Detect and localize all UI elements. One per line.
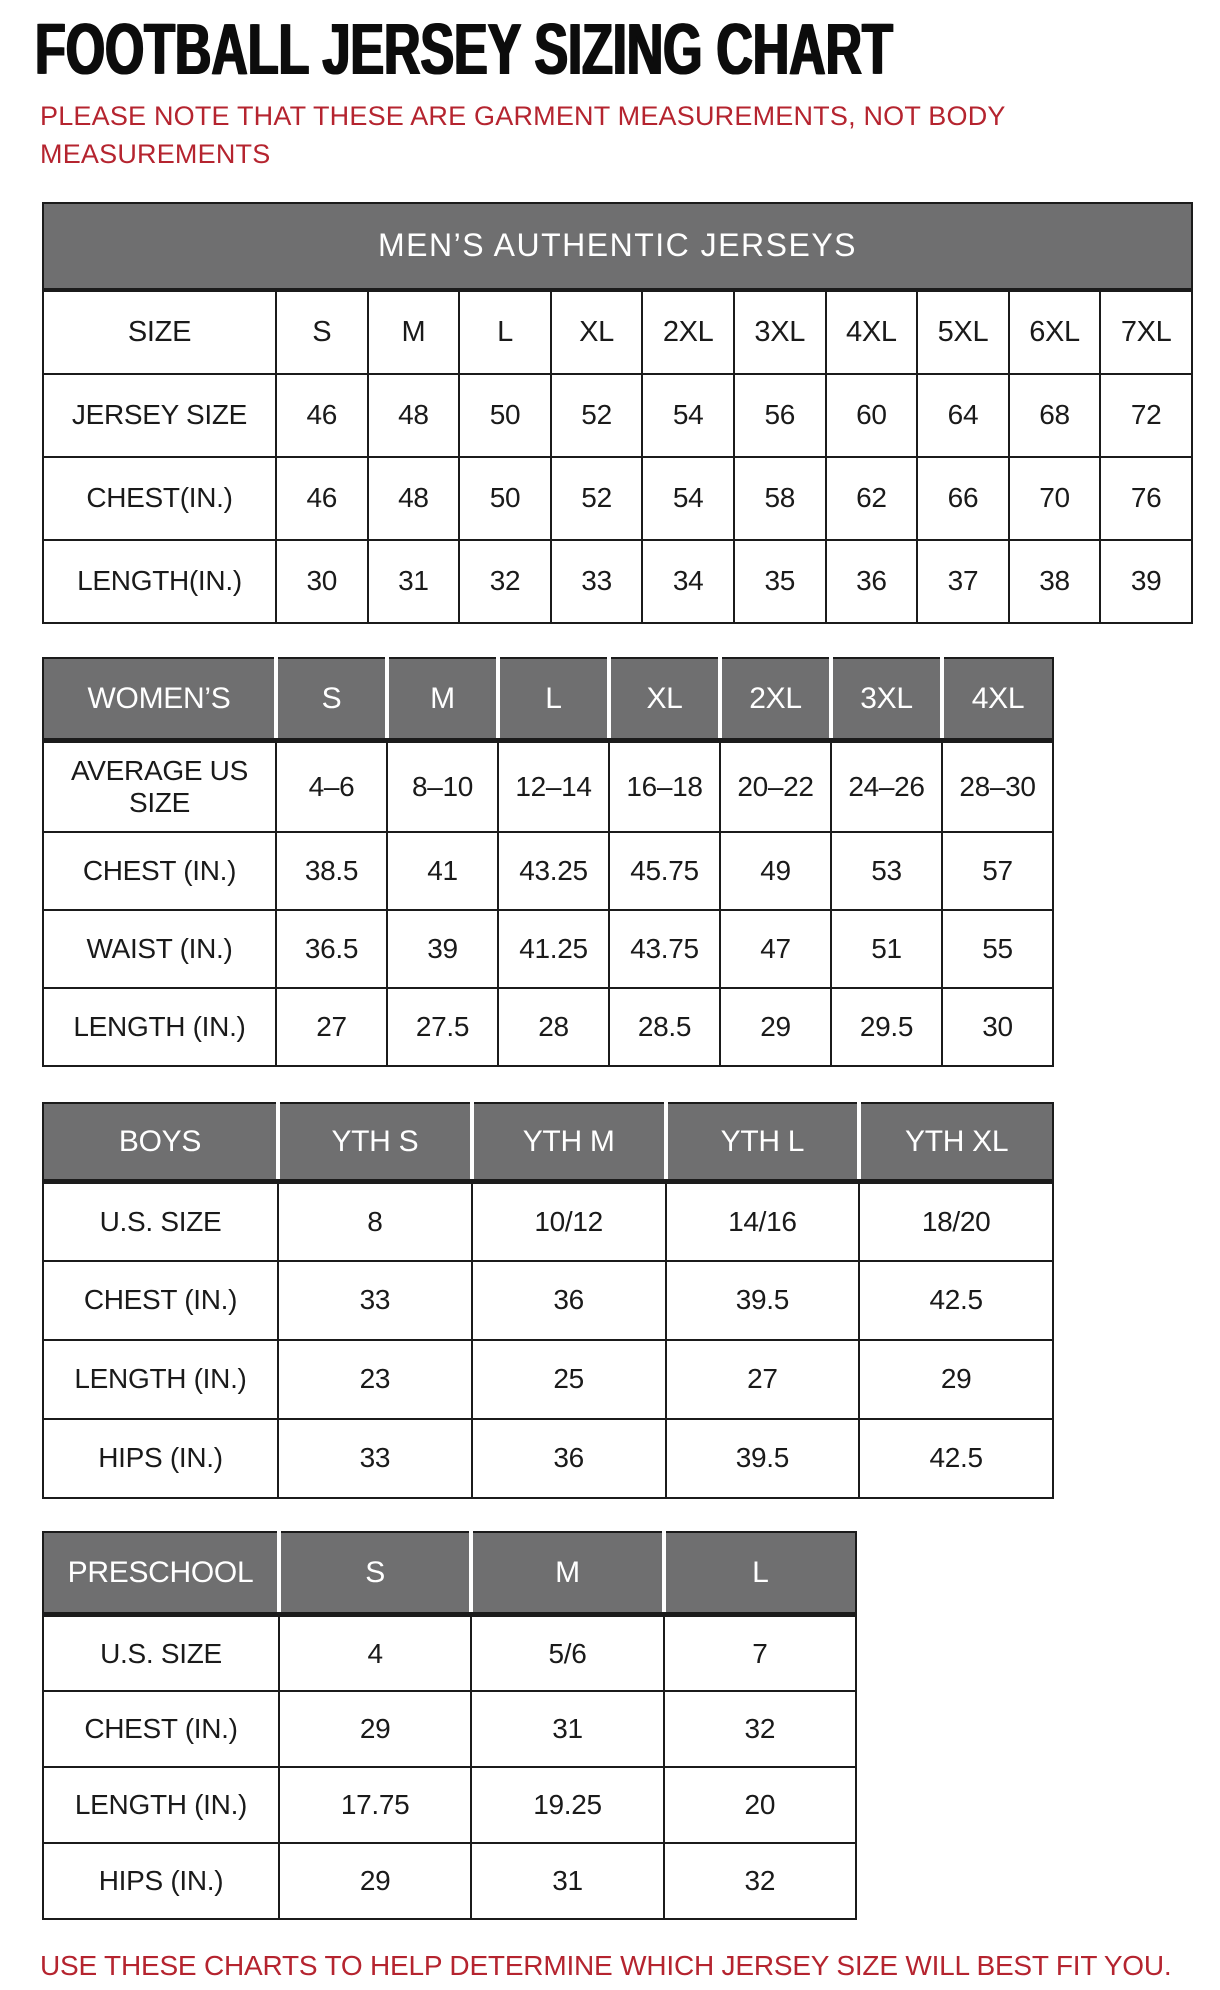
table-row bbox=[43, 1767, 856, 1843]
value-cell: 29 bbox=[720, 988, 831, 1066]
size-column-header: S bbox=[276, 290, 368, 374]
row-label: U.S. SIZE bbox=[43, 1615, 279, 1691]
value-cell: 28–30 bbox=[942, 741, 1053, 832]
value-cell: 27 bbox=[276, 988, 387, 1066]
value-cell: 33 bbox=[278, 1419, 472, 1498]
size-column-header: XL bbox=[609, 658, 720, 741]
value-cell: 31 bbox=[368, 540, 460, 623]
size-column-header: S bbox=[279, 1532, 471, 1615]
size-column-header: 2XL bbox=[642, 290, 734, 374]
size-column-header: 5XL bbox=[917, 290, 1009, 374]
table-row bbox=[43, 1843, 856, 1919]
note-line-1: PLEASE NOTE THAT THESE ARE GARMENT MEASUREMENTS, NOT BODY bbox=[40, 101, 1006, 132]
value-cell: 49 bbox=[720, 832, 831, 910]
value-cell: 48 bbox=[368, 374, 460, 457]
value-cell: 27.5 bbox=[387, 988, 498, 1066]
value-cell: 54 bbox=[642, 457, 734, 540]
value-cell: 38 bbox=[1009, 540, 1101, 623]
value-cell: 62 bbox=[826, 457, 918, 540]
value-cell: 33 bbox=[278, 1261, 472, 1340]
row-label: JERSEY SIZE bbox=[43, 374, 276, 457]
value-cell: 42.5 bbox=[859, 1419, 1053, 1498]
size-column-header: 3XL bbox=[831, 658, 942, 741]
column-header-row bbox=[43, 658, 1053, 741]
value-cell: 37 bbox=[917, 540, 1009, 623]
table-banner: MEN’S AUTHENTIC JERSEYS bbox=[43, 203, 1192, 290]
size-row-label: SIZE bbox=[43, 290, 276, 374]
size-column-header: S bbox=[276, 658, 387, 741]
size-column-header: 4XL bbox=[942, 658, 1053, 741]
size-column-header: YTH XL bbox=[859, 1103, 1053, 1182]
size-column-header: M bbox=[387, 658, 498, 741]
value-cell: 28 bbox=[498, 988, 609, 1066]
garment-measurement-note bbox=[40, 98, 1180, 173]
table-name-cell: PRESCHOOL bbox=[43, 1532, 279, 1615]
size-column-header: 3XL bbox=[734, 290, 826, 374]
value-cell: 60 bbox=[826, 374, 918, 457]
value-cell: 50 bbox=[459, 374, 551, 457]
value-cell: 25 bbox=[472, 1340, 666, 1419]
table-row bbox=[43, 1340, 1053, 1419]
size-column-header: XL bbox=[551, 290, 643, 374]
column-header-row bbox=[43, 1103, 1053, 1182]
value-cell: 27 bbox=[666, 1340, 860, 1419]
value-cell: 58 bbox=[734, 457, 826, 540]
size-column-header: 6XL bbox=[1009, 290, 1101, 374]
value-cell: 72 bbox=[1100, 374, 1192, 457]
table-row bbox=[43, 1261, 1053, 1340]
value-cell: 36 bbox=[472, 1261, 666, 1340]
value-cell: 18/20 bbox=[859, 1182, 1053, 1261]
value-cell: 7 bbox=[664, 1615, 856, 1691]
preschool-sizing-table bbox=[42, 1531, 857, 1920]
value-cell: 42.5 bbox=[859, 1261, 1053, 1340]
value-cell: 46 bbox=[276, 457, 368, 540]
value-cell: 35 bbox=[734, 540, 826, 623]
size-column-header: YTH M bbox=[472, 1103, 666, 1182]
value-cell: 39 bbox=[387, 910, 498, 988]
value-cell: 32 bbox=[664, 1843, 856, 1919]
row-label: CHEST (IN.) bbox=[43, 1691, 279, 1767]
row-label: LENGTH(IN.) bbox=[43, 540, 276, 623]
value-cell: 23 bbox=[278, 1340, 472, 1419]
value-cell: 70 bbox=[1009, 457, 1101, 540]
table-row bbox=[43, 1419, 1053, 1498]
value-cell: 52 bbox=[551, 457, 643, 540]
value-cell: 39.5 bbox=[666, 1261, 860, 1340]
value-cell: 55 bbox=[942, 910, 1053, 988]
note-line-2: MEASUREMENTS bbox=[40, 138, 271, 169]
value-cell: 12–14 bbox=[498, 741, 609, 832]
table-name-cell: BOYS bbox=[43, 1103, 278, 1182]
size-column-header: L bbox=[459, 290, 551, 374]
row-label: AVERAGE US SIZE bbox=[43, 741, 276, 832]
womens-sizing-table bbox=[42, 657, 1054, 1067]
row-label: LENGTH (IN.) bbox=[43, 1340, 278, 1419]
value-cell: 17.75 bbox=[279, 1767, 471, 1843]
value-cell: 43.75 bbox=[609, 910, 720, 988]
row-label: U.S. SIZE bbox=[43, 1182, 278, 1261]
value-cell: 56 bbox=[734, 374, 826, 457]
sizing-chart-page bbox=[0, 10, 1220, 1990]
value-cell: 20–22 bbox=[720, 741, 831, 832]
value-cell: 39 bbox=[1100, 540, 1192, 623]
value-cell: 24–26 bbox=[831, 741, 942, 832]
row-label: WAIST (IN.) bbox=[43, 910, 276, 988]
table-row bbox=[43, 741, 1053, 832]
value-cell: 4 bbox=[279, 1615, 471, 1691]
value-cell: 5/6 bbox=[471, 1615, 663, 1691]
size-column-header: 4XL bbox=[826, 290, 918, 374]
value-cell: 36.5 bbox=[276, 910, 387, 988]
value-cell: 28.5 bbox=[609, 988, 720, 1066]
table-row bbox=[43, 832, 1053, 910]
footer-note: USE THESE CHARTS TO HELP DETERMINE WHICH JERSEY SIZE WILL BEST FIT YOU. bbox=[40, 1949, 1172, 1981]
value-cell: 53 bbox=[831, 832, 942, 910]
row-label: LENGTH (IN.) bbox=[43, 1767, 279, 1843]
row-label: LENGTH (IN.) bbox=[43, 988, 276, 1066]
value-cell: 52 bbox=[551, 374, 643, 457]
value-cell: 51 bbox=[831, 910, 942, 988]
value-cell: 46 bbox=[276, 374, 368, 457]
value-cell: 29 bbox=[279, 1843, 471, 1919]
value-cell: 43.25 bbox=[498, 832, 609, 910]
size-column-header: 2XL bbox=[720, 658, 831, 741]
size-column-header: M bbox=[471, 1532, 663, 1615]
row-label: CHEST (IN.) bbox=[43, 1261, 278, 1340]
value-cell: 20 bbox=[664, 1767, 856, 1843]
mens-authentic-jerseys-table bbox=[42, 202, 1193, 624]
value-cell: 48 bbox=[368, 457, 460, 540]
value-cell: 29 bbox=[279, 1691, 471, 1767]
boys-sizing-table bbox=[42, 1102, 1054, 1499]
value-cell: 8 bbox=[278, 1182, 472, 1261]
table-row bbox=[43, 540, 1192, 623]
value-cell: 29.5 bbox=[831, 988, 942, 1066]
table-row bbox=[43, 1615, 856, 1691]
value-cell: 54 bbox=[642, 374, 734, 457]
value-cell: 36 bbox=[826, 540, 918, 623]
value-cell: 50 bbox=[459, 457, 551, 540]
table-row bbox=[43, 374, 1192, 457]
value-cell: 76 bbox=[1100, 457, 1192, 540]
table-row bbox=[43, 1182, 1053, 1261]
value-cell: 4–6 bbox=[276, 741, 387, 832]
value-cell: 39.5 bbox=[666, 1419, 860, 1498]
value-cell: 29 bbox=[859, 1340, 1053, 1419]
page-title-text: FOOTBALL JERSEY SIZING CHART bbox=[35, 10, 893, 90]
value-cell: 38.5 bbox=[276, 832, 387, 910]
value-cell: 66 bbox=[917, 457, 1009, 540]
column-header-row bbox=[43, 290, 1192, 374]
row-label: CHEST(IN.) bbox=[43, 457, 276, 540]
size-column-header: 7XL bbox=[1100, 290, 1192, 374]
value-cell: 10/12 bbox=[472, 1182, 666, 1261]
size-column-header: M bbox=[368, 290, 460, 374]
value-cell: 31 bbox=[471, 1843, 663, 1919]
value-cell: 57 bbox=[942, 832, 1053, 910]
value-cell: 41.25 bbox=[498, 910, 609, 988]
row-label: HIPS (IN.) bbox=[43, 1419, 278, 1498]
row-label: CHEST (IN.) bbox=[43, 832, 276, 910]
row-label: HIPS (IN.) bbox=[43, 1843, 279, 1919]
size-column-header: L bbox=[498, 658, 609, 741]
value-cell: 32 bbox=[459, 540, 551, 623]
table-row bbox=[43, 457, 1192, 540]
value-cell: 32 bbox=[664, 1691, 856, 1767]
column-header-row bbox=[43, 1532, 856, 1615]
value-cell: 41 bbox=[387, 832, 498, 910]
size-column-header: YTH L bbox=[666, 1103, 860, 1182]
value-cell: 16–18 bbox=[609, 741, 720, 832]
value-cell: 19.25 bbox=[471, 1767, 663, 1843]
table-name-cell: WOMEN’S bbox=[43, 658, 276, 741]
value-cell: 31 bbox=[471, 1691, 663, 1767]
table-row bbox=[43, 988, 1053, 1066]
banner-row bbox=[43, 203, 1192, 290]
value-cell: 33 bbox=[551, 540, 643, 623]
value-cell: 36 bbox=[472, 1419, 666, 1498]
value-cell: 64 bbox=[917, 374, 1009, 457]
value-cell: 45.75 bbox=[609, 832, 720, 910]
value-cell: 47 bbox=[720, 910, 831, 988]
value-cell: 8–10 bbox=[387, 741, 498, 832]
value-cell: 34 bbox=[642, 540, 734, 623]
value-cell: 30 bbox=[276, 540, 368, 623]
value-cell: 30 bbox=[942, 988, 1053, 1066]
size-column-header: YTH S bbox=[278, 1103, 472, 1182]
value-cell: 68 bbox=[1009, 374, 1101, 457]
size-column-header: L bbox=[664, 1532, 856, 1615]
table-row bbox=[43, 1691, 856, 1767]
value-cell: 14/16 bbox=[666, 1182, 860, 1261]
table-row bbox=[43, 910, 1053, 988]
page-title bbox=[35, 10, 1220, 90]
